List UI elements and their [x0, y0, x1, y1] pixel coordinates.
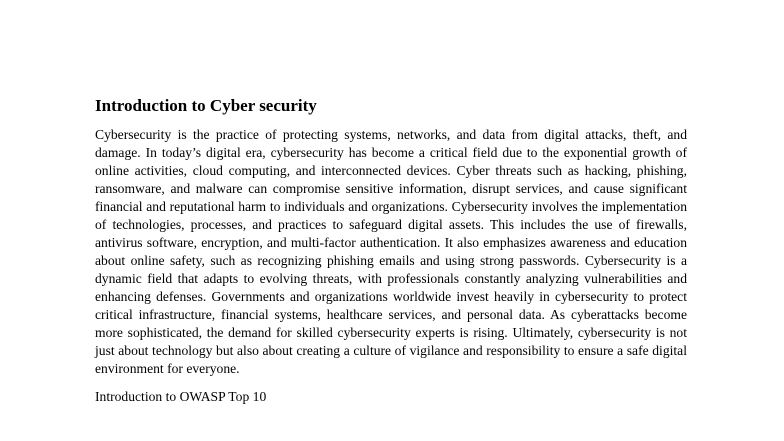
body-paragraph: Cybersecurity is the practice of protecting systems, networks, and data from digital attacks, theft, and damage. In today’s digital era, cybersecurity has become a critical field due to the exponential growth of online activities, cloud computing, and interconnected devices. Cyber threats such as hacking, phishing, ransomware, and malware can compromise sensitive information, disrupt services, and cause significant financial and reputational harm to individuals and organizations. Cybersecurity involves the implementation of technologies, processes, and practices to safeguard digital assets. This includes the use of firewalls, antivirus software, encryption, and multi-factor authentication. It also emphasizes awareness and education about online safety, such as recognizing phishing emails and using strong passwords. Cybersecurity is a dynamic field that adapts to evolving threats, with professionals constantly analyzing vulnerabilities and enhancing defenses. Governments and organizations worldwide invest heavily in cybersecurity to protect critical infrastructure, financial systems, healthcare services, and personal data. As cyberattacks become more sophisticated, the demand for skilled cybersecurity experts is rising. Ultimately, cybersecurity is not just about technology but also about creating a culture of vigilance and responsibility to ensure a safe digital environment for everyone. [95, 127, 687, 376]
section-heading: Introduction to Cyber security [95, 96, 317, 115]
document-content [95, 95, 687, 406]
next-section-heading: Introduction to OWASP Top 10 [95, 389, 267, 404]
